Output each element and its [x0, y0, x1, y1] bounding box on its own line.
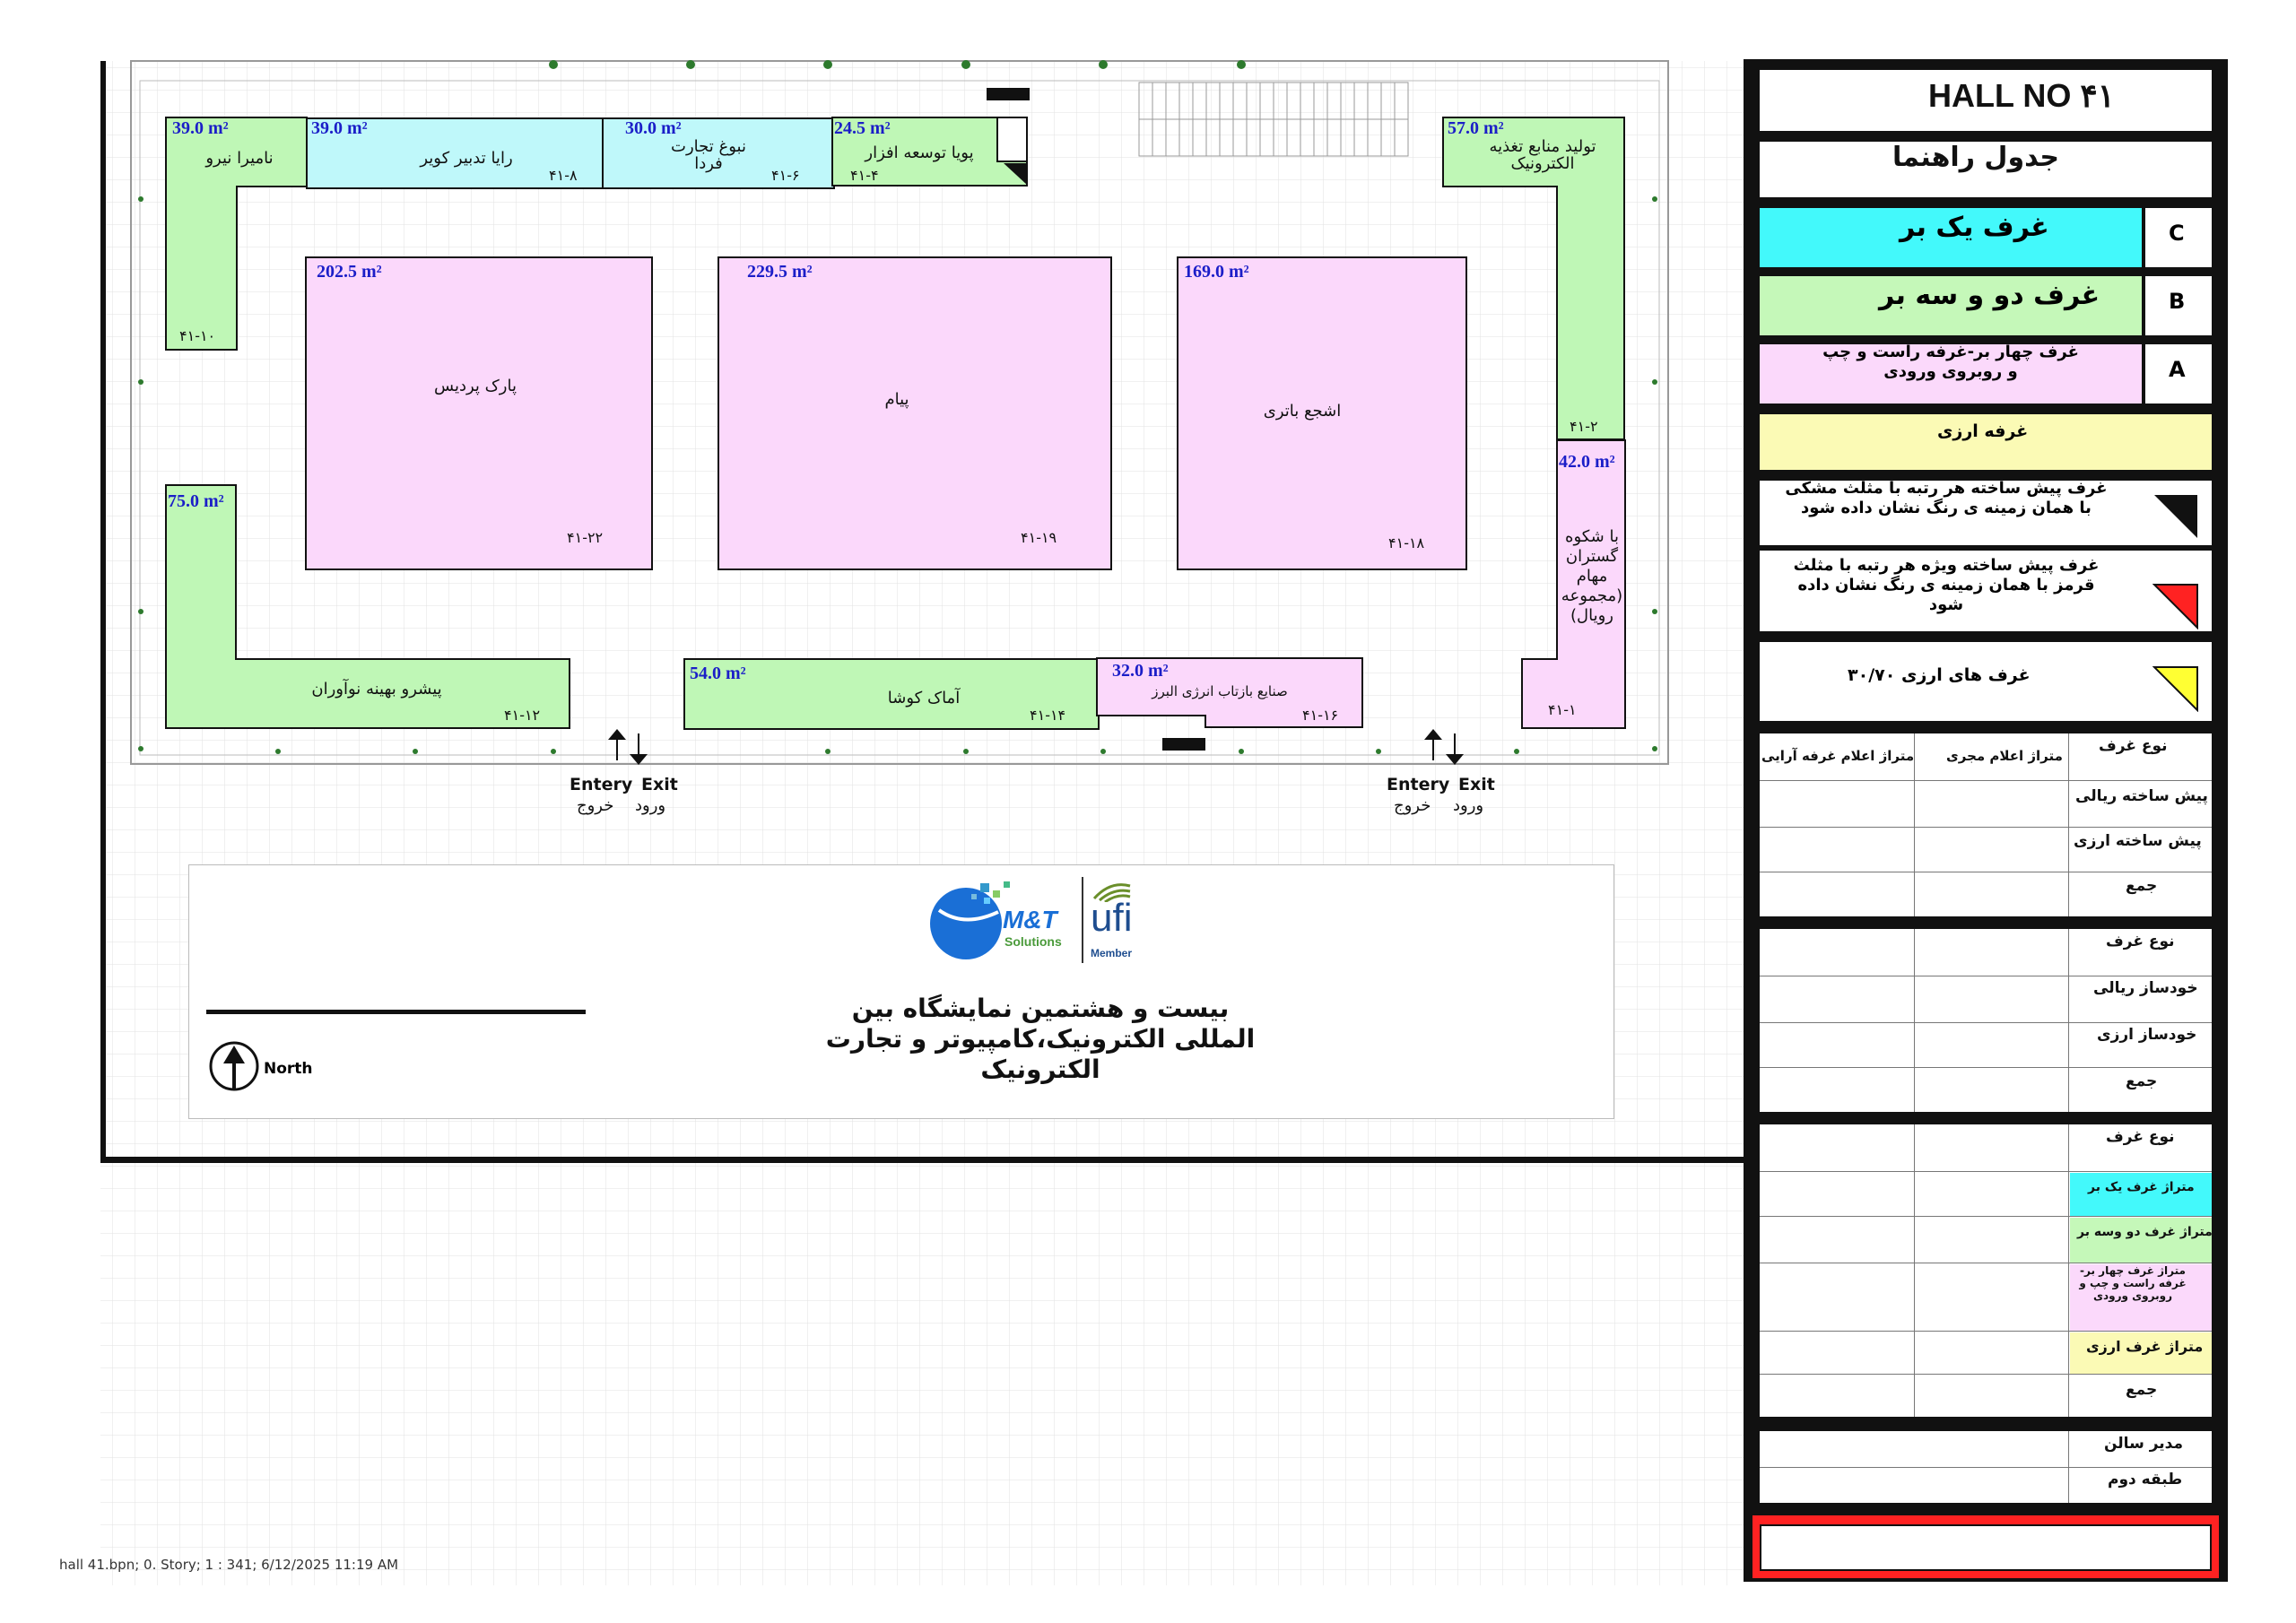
yellow-triangle-icon	[2152, 665, 2199, 712]
legend-red-tri-label: غرف پیش ساخته ویژه هر رتبه با مثلث قرمز با همان زمینه ی رنگ نشان داده شود	[1793, 556, 2100, 614]
col-header-decorator-area: متراژ اعلام غرفه آرایی	[1761, 748, 1915, 764]
booth-41-1-name: با شکوه گستران مهام (مجموعه رویال)	[1561, 527, 1623, 625]
booth-41-12-area: 75.0 m²	[168, 491, 224, 511]
row-custom-rial: خودساز ریالی	[2093, 979, 2198, 997]
stairs	[1139, 82, 1408, 156]
booth-41-16-name: صنایع بازتاب انرژی البرز	[1152, 683, 1288, 699]
hall-title: HALL NO ۴۱	[1928, 77, 2116, 114]
row-prefab-rial: پیش ساخته ریالی	[2075, 787, 2208, 805]
legend-c-label: غرف یک بر	[1900, 212, 2049, 243]
table-s1-col-line-2	[2068, 733, 2069, 916]
table-s2-row-line-3	[1760, 1067, 2212, 1068]
booth-41-1-code: ۴۱-۱	[1548, 701, 1577, 718]
booth-41-18-area: 169.0 m²	[1184, 262, 1249, 282]
status-bar: hall 41.bpn; 0. Story; 1 : 341; 6/12/2025 11:19 AM	[59, 1557, 399, 1573]
legend-a-letter: A	[2169, 357, 2186, 382]
row-area-currency: متراژ غرف ارزی	[2086, 1338, 2204, 1355]
entry-left-label: Entery	[570, 775, 633, 794]
row-prefab-currency: پیش ساخته ارزی	[2074, 832, 2202, 850]
row-section3-total: جمع	[2126, 1381, 2158, 1399]
booth-41-2-name: تولید منابع تغذیه الکترونیک	[1489, 137, 1596, 173]
ufi-member-text: Member	[1091, 947, 1133, 959]
col-header-booth-type: نوع غرف	[2099, 737, 2168, 755]
north-arrow-icon	[208, 1040, 262, 1094]
booth-41-2-code: ۴۱-۲	[1570, 418, 1598, 435]
booth-41-6-code: ۴۱-۶	[771, 167, 800, 184]
booth-41-4-notch	[997, 117, 1027, 161]
booth-41-12-code: ۴۱-۱۲	[504, 707, 541, 724]
booth-41-18-code: ۴۱-۱۸	[1388, 534, 1425, 551]
booth-41-4-area: 24.5 m²	[834, 118, 891, 138]
entry-right-label: Entery	[1387, 775, 1450, 794]
scale-bar	[206, 1010, 586, 1014]
row-area-one-side: متراژ غرف یک بر	[2088, 1180, 2195, 1194]
row-second-floor: طبقه دوم	[2108, 1471, 2183, 1488]
mt-brand-text: M&T	[1003, 906, 1057, 933]
booth-41-8-code: ۴۱-۸	[549, 167, 578, 184]
table-s2-col-line-2	[2068, 929, 2069, 1112]
exit-left-label: Exit	[641, 775, 678, 794]
row-area-four-side: متراژ غرف چهار بر-غرفه راست و چپ و روبروی ورودی	[2079, 1264, 2187, 1302]
booth-41-19-area: 229.5 m²	[747, 262, 813, 282]
door-arrows-left	[601, 725, 655, 769]
row-s2-booth-type: نوع غرف	[2106, 933, 2175, 950]
booth-41-4-name: پویا توسعه افزار	[865, 143, 974, 162]
booth-41-18-name: اشجع باتری	[1263, 402, 1342, 421]
exhibition-title	[789, 994, 1292, 1085]
legend-a-label: غرف چهار بر-غرفه راست و چپ و روبروی ورودی	[1822, 343, 2079, 381]
row-section1-total: جمع	[2126, 877, 2158, 895]
booth-41-22-name: پارک پردیس	[434, 377, 517, 395]
red-triangle-icon	[2152, 583, 2199, 629]
table-s1-row-line-2	[1760, 827, 2212, 828]
ufi-text: ufi	[1091, 896, 1133, 940]
booth-41-16-area: 32.0 m²	[1112, 661, 1169, 681]
legend-yellow-tri-label: غرف های ارزی ۳۰/۷۰	[1848, 665, 2031, 685]
mt-sub-text: Solutions	[1004, 934, 1062, 949]
booth-41-14-code: ۴۱-۱۴	[1030, 707, 1066, 724]
table-s3-row-line-1	[1760, 1171, 2212, 1172]
booth-41-14-area: 54.0 m²	[690, 664, 746, 683]
booth-41-16-code: ۴۱-۱۶	[1302, 707, 1339, 724]
booth-41-6-area: 30.0 m²	[625, 118, 682, 138]
legend-b-label: غرف دو و سه بر	[1879, 280, 2100, 311]
fixture-top	[987, 88, 1030, 100]
row-hall-manager: مدیر سالن	[2104, 1435, 2184, 1453]
table-s3-row-line-2	[1760, 1216, 2212, 1217]
legend-b-letter: B	[2169, 289, 2186, 314]
col-header-executor-area: متراژ اعلام مجری	[1946, 748, 2063, 764]
north-label: North	[264, 1060, 313, 1078]
exit-right-fa: ورود	[1453, 796, 1484, 815]
booth-41-2-area: 57.0 m²	[1448, 118, 1504, 138]
title-line-2: المللی الکترونیک،کامپیوتر و تجارت	[825, 1024, 1256, 1054]
title-line-3: الکترونیک	[980, 1055, 1100, 1084]
logo-divider	[1082, 877, 1083, 963]
table-s3-row-line-5	[1760, 1374, 2212, 1375]
entry-left-fa: خروج	[577, 796, 614, 815]
legend-c-letter: C	[2169, 221, 2185, 246]
black-triangle-icon	[2152, 493, 2199, 540]
table-s3-row-line-4	[1760, 1331, 2212, 1332]
booth-41-14-name: آماک کوشا	[887, 689, 961, 707]
booth-41-10-name: نامیرا نیرو	[205, 149, 274, 168]
signature-box	[1760, 1524, 2212, 1571]
row-area-two-three-side: متراژ غرف دو وسه بر	[2077, 1225, 2213, 1239]
booth-41-10-code: ۴۱-۱۰	[179, 327, 216, 344]
booth-41-10-area: 39.0 m²	[172, 118, 229, 138]
table-s2-row-line-2	[1760, 1022, 2212, 1023]
table-s2-col-line-1	[1914, 929, 1915, 1112]
title-line-1: بیست و هشتمین نمایشگاه بین	[851, 994, 1230, 1023]
exit-left-fa: ورود	[635, 796, 666, 815]
booth-41-19-name: پیام	[884, 390, 909, 409]
legend-black-tri-label: غرف پیش ساخته هر رتبه با مثلث مشکی با همان زمینه ی رنگ نشان داده شود	[1785, 479, 2108, 517]
booth-41-4-code: ۴۱-۴	[850, 167, 879, 184]
legend-currency-label: غرفه ارزی	[1937, 421, 2029, 441]
booth-41-1-area: 42.0 m²	[1559, 452, 1615, 472]
row-section2-total: جمع	[2126, 1072, 2158, 1090]
table-s1-row-line-1	[1760, 780, 2212, 781]
table-s4-row-line	[1760, 1467, 2212, 1468]
fixture-bottom	[1162, 738, 1205, 751]
booth-41-8-area: 39.0 m²	[311, 118, 368, 138]
booth-41-19-code: ۴۱-۱۹	[1021, 529, 1057, 546]
booth-41-22-code: ۴۱-۲۲	[567, 529, 604, 546]
booth-41-8-name: رایا تدبیر کویر	[420, 149, 513, 168]
exit-right-label: Exit	[1458, 775, 1495, 794]
guide-title: جدول راهنما	[1892, 142, 2060, 173]
door-arrows-right	[1417, 725, 1471, 769]
booth-41-19[interactable]	[718, 256, 1112, 570]
booth-41-22-area: 202.5 m²	[317, 262, 382, 282]
booth-41-12-name: پیشرو بهینه نوآوران	[311, 680, 442, 699]
row-s3-booth-type: نوع غرف	[2106, 1128, 2175, 1146]
entry-right-fa: خروج	[1394, 796, 1431, 815]
booth-41-6-name: نبوغ تجارت فردا	[671, 137, 746, 173]
row-custom-currency: خودساز ارزی	[2097, 1026, 2197, 1044]
